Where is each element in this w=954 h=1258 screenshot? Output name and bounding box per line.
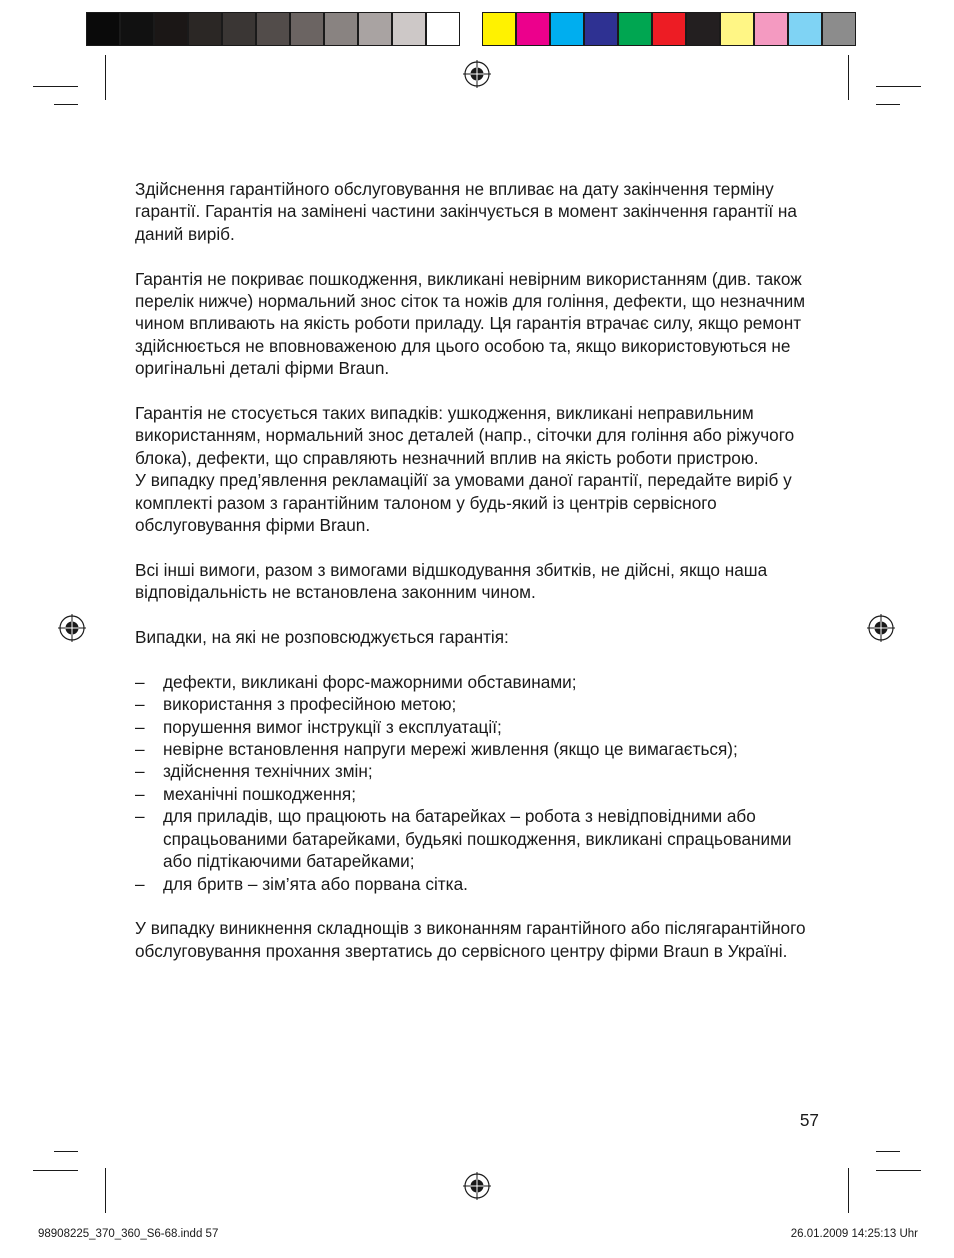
exclusion-list [135,671,825,895]
crop-mark [876,1170,921,1171]
color-swatch [120,12,154,46]
page-number: 57 [799,1110,819,1130]
color-swatch [482,12,516,46]
registration-mark-icon [867,614,895,642]
paragraph-service-contact: У випадку виникнення складнощів з виконанням гарантійного або післягарантійного обслуговування прохання звертатись до сервісного центру фірми Braun в Україні. [135,918,806,961]
list-bullet: – [135,716,145,737]
color-swatch [686,12,720,46]
list-item: – невірне встановлення напруги мережі живлення (якщо це вимагається); [135,739,738,760]
color-swatch [618,12,652,46]
color-swatch [256,12,290,46]
crop-mark [848,55,849,100]
paragraph-other-claims: Всі інші вимоги, разом з вимогами відшкодування збитків, не дійсні, якщо наша відповідальність не встановлена законним чином. [135,559,768,603]
color-swatch [550,12,584,46]
color-swatch [720,12,754,46]
color-swatch [358,12,392,46]
crop-mark [876,1151,900,1152]
list-item: – використання з професійною метою; [135,694,457,715]
paragraph-warranty-cases: Гарантія не стосується таких випадків: ушкодження, викликані неправильним використанням, нормальний знос деталей (напр., сіточки для гоління або ріжучого блока), дефекти, що справляють незначний вплив на якість роботи пристрою. [135,403,795,468]
paragraph-list-intro: Випадки, на які не розповсюджується гарантія: [135,627,509,648]
list-bullet: – [135,873,145,894]
list-bullet: – [135,806,145,827]
list-item: – порушення вимог інструкції з експлуатації; [135,716,502,737]
crop-mark [105,1168,106,1213]
list-item: – здійснення технічних змін; [135,761,373,782]
color-swatch [822,12,856,46]
registration-mark-icon [58,614,86,642]
crop-mark [33,86,78,87]
footer-timestamp: 26.01.2009 14:25:13 Uhr [790,1228,918,1240]
color-swatch [584,12,618,46]
list-item: – для приладів, що працюють на батарейках – робота з невідповідними або спрацьованими батарейками, будьякі пошкодження, викликані спрацьованими або підтікаючими батарейками; [135,806,792,872]
crop-mark [876,86,921,87]
color-swatch [754,12,788,46]
color-swatch [290,12,324,46]
crop-mark [105,55,106,100]
crop-mark [33,1170,78,1171]
list-item: – механічні пошкодження; [135,783,357,804]
warranty-text [135,178,825,985]
process-color-bar [482,12,856,46]
color-swatch [516,12,550,46]
color-swatch [188,12,222,46]
registration-mark-icon [463,60,491,88]
crop-mark [54,104,78,105]
color-swatch [652,12,686,46]
registration-mark-icon [463,1172,491,1200]
color-swatch [426,12,460,46]
color-swatch [86,12,120,46]
color-swatch [324,12,358,46]
crop-mark [876,104,900,105]
list-bullet: – [135,694,145,715]
color-swatch [392,12,426,46]
list-item: – для бритв – зім’ята або порвана сітка. [135,873,468,894]
list-bullet: – [135,761,145,782]
crop-mark [54,1151,78,1152]
crop-mark [848,1168,849,1213]
paragraph-warranty-exclusions: Гарантія не покриває пошкодження, викликані невірним використанням (див. також перелік нижче) нормальний знос сіток та ножів для гоління, дефекти, що незначним чином впливають на якість роботи приладу. Ця гарантія втрачає силу, якщо ремонт здійснюється не вповноваженою для цього особою та, якщо використовуються не оригінальні деталі фірми Braun. [135,268,806,379]
footer-file-name: 98908225_370_360_S6-68.indd 57 [38,1228,219,1240]
list-item: – дефекти, викликані форс-мажорними обставинами; [135,671,577,692]
color-swatch [222,12,256,46]
paragraph-warranty-term: Здійснення гарантійного обслуговування не впливає на дату закінчення терміну гарантії. Гарантія на замінені частини закінчується в момент закінчення гарантії на даний виріб. [135,179,797,244]
color-swatch [788,12,822,46]
list-bullet: – [135,739,145,760]
paragraph-claim-procedure: У випадку пред’явлення рекламаційї за умовами даної гарантії, передайте виріб у комплекті разом з гарантійним талоном у будь-який із центрів сервісного обслуговування фірми Braun. [135,470,792,536]
list-bullet: – [135,783,145,804]
color-swatch [154,12,188,46]
list-bullet: – [135,671,145,692]
grayscale-color-bar [86,12,460,46]
